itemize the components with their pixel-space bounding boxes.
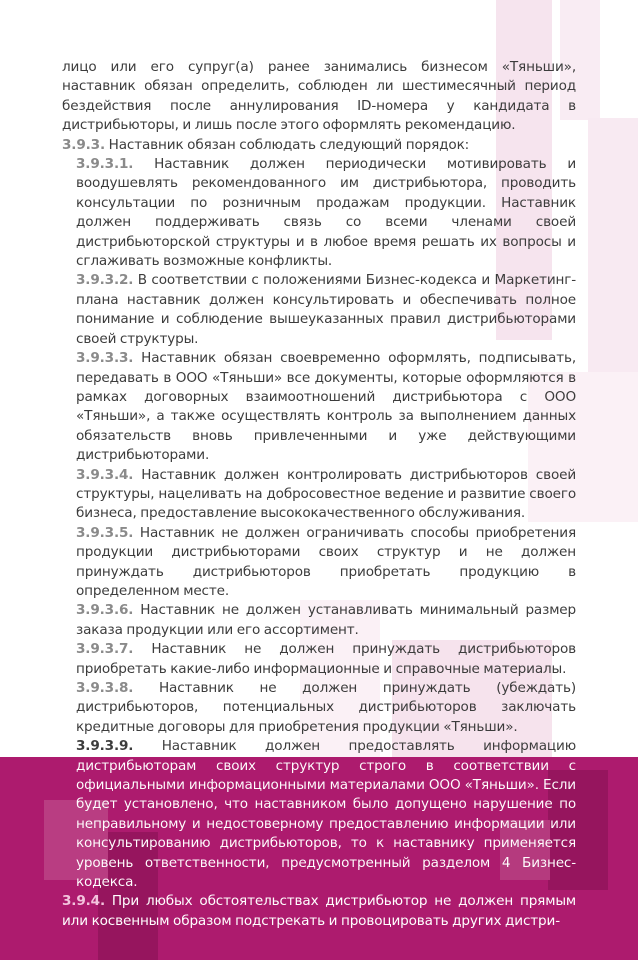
clause-text: Наставник обязан соблюдать следующий порядок: xyxy=(108,136,470,153)
clause-number: 3.9.4. xyxy=(62,893,105,910)
clause xyxy=(62,892,576,931)
clause xyxy=(62,155,576,271)
clause-number: 3.9.3.1. xyxy=(76,156,134,173)
document-body xyxy=(62,58,576,931)
clause xyxy=(62,679,576,737)
clause xyxy=(62,349,576,465)
clause-text: При любых обстоятельствах дистрибьютор не должен прямым или косвенным образом подстрекать и провоцировать других дистри- xyxy=(62,893,577,929)
clause-text: Наставник не должен ограничивать способы приобретения продукции дистрибьюторами своих структур и не должен принуждать дистрибьюторов приобретать продукцию в определенном месте. xyxy=(76,524,576,599)
clause-number: 3.9.3.8. xyxy=(76,680,134,696)
clause-number: 3.9.3.7. xyxy=(76,641,134,658)
clause-text: В соответствии с положениями Бизнес-кодекса и Маркетинг-плана наставник должен консультировать и обеспечивать полное понимание и соблюдение вышеуказанных правил дистрибьюторами своей структуры. xyxy=(76,272,577,347)
clause-text: Наставник обязан своевременно оформлять, подписывать, передавать в ООО «Тяньши» все документы, которые оформляются в рамках договорных взаимоотношений дистрибьютора с ООО «Тяньши», а также осуществлять контроль за выполнением данных обязательств вновь привлеченными и уже действующими дистрибьюторами. xyxy=(76,350,577,464)
clause xyxy=(62,271,576,349)
clause-number: 3.9.3.9. xyxy=(76,738,134,755)
clause-number: 3.9.3. xyxy=(62,136,105,153)
clause-text: Наставник должен контролировать дистрибьюторов своей структуры, нацеливать на добросовестное ведение и развитие своего бизнеса, предоставление высококачественного обслуживания. xyxy=(76,466,577,522)
clause-number: 3.9.3.2. xyxy=(76,272,134,289)
clause-number: 3.9.3.4. xyxy=(76,466,134,483)
clause-number: 3.9.3.6. xyxy=(76,602,134,619)
paragraph xyxy=(62,58,576,136)
clause-text: Наставник не должен принуждать (убеждать) дистрибьюторов, потенциальных дистрибьюторов заключать кредитные договоры для приобретения продукции «Тяньши». xyxy=(76,680,577,735)
clause xyxy=(62,737,576,892)
clause-text: Наставник должен периодически мотивировать и воодушевлять рекомендованного им дистрибьютора, проводить консультации по розничным продажам продукции. Наставник должен поддерживать связь со всеми членами своей дистрибьюторской структуры и в любое время решать их вопросы и сглаживать возможные конфликты. xyxy=(76,156,576,270)
clause xyxy=(62,466,576,524)
paragraph-text: лицо или его супруг(а) ранее занимались бизнесом «Тяньши», наставник обязан определить, соблюден ли шестимесячный период бездействия после аннулирования ID-номера у кандидата в дистрибьюторы, и лишь после этого оформлять рекомендацию. xyxy=(62,59,576,134)
clause-text: Наставник не должен принуждать дистрибьюторов приобретать какие-либо информационные и справочные материалы. xyxy=(76,641,577,677)
clause xyxy=(62,640,576,679)
clause xyxy=(62,136,576,155)
clause-number: 3.9.3.3. xyxy=(76,350,134,367)
clause-text: Наставник должен предоставлять информацию дистрибьюторам своих структур строго в соответствии с официальными информационными материалами ООО «Тяньши». Если будет установлено, что наставником было допущено нарушение по неправильному и недостоверному предоставлению информации или консультированию дистрибьюторов, то к наставнику применяется уровень ответственности, предусмотренный разделом 4 Бизнес-кодекса. xyxy=(76,738,576,891)
clause xyxy=(62,601,576,640)
clause xyxy=(62,524,576,602)
clause-number: 3.9.3.5. xyxy=(76,524,134,541)
clause-text: Наставник не должен устанавливать минимальный размер заказа продукции или его ассортимент. xyxy=(76,602,576,638)
